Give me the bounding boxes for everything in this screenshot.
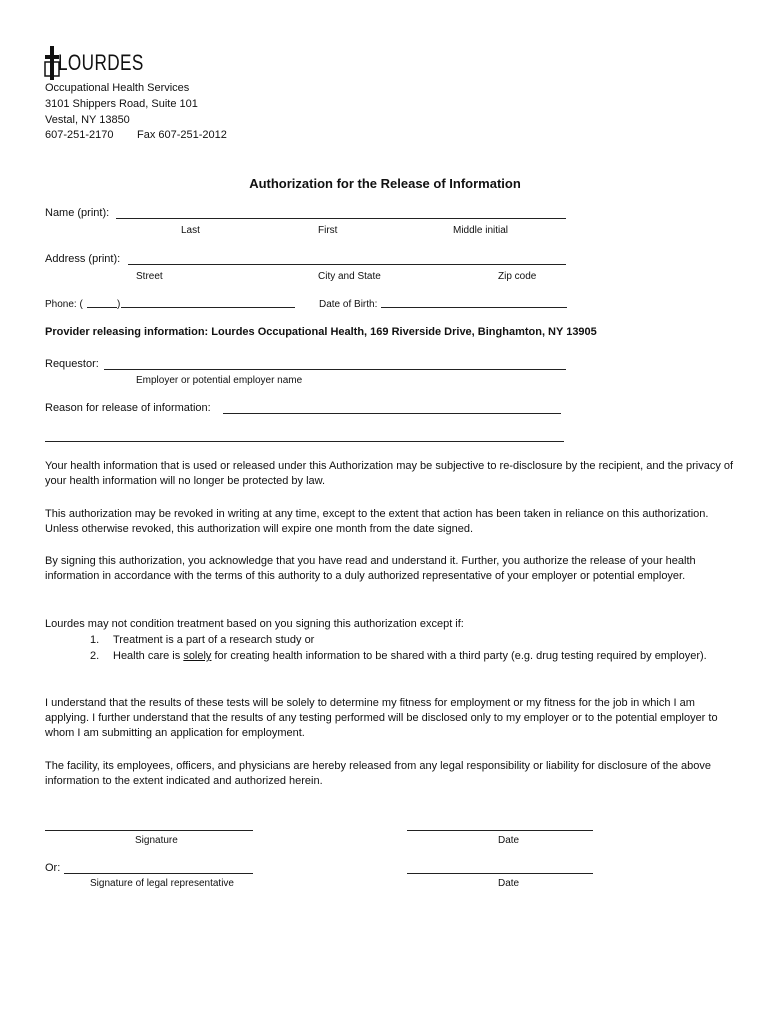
paragraph-conditions-intro: Lourdes may not condition treatment based on you signing this authorization except if:	[45, 618, 464, 630]
paragraph-release-liability: The facility, its employees, officers, and physicians are hereby released from any legal responsibility or liability for disclosure of the above information to the extent indicated and authorized herein.	[45, 760, 712, 787]
list-item-2-underlined: solely	[183, 650, 212, 662]
org-phone: 607-251-2170	[45, 129, 114, 141]
org-fax: Fax 607-251-2012	[137, 129, 227, 141]
org-address-line1: 3101 Shippers Road, Suite 101	[45, 98, 198, 110]
signature-caption: Signature	[135, 835, 178, 846]
legal-rep-date-field[interactable]	[407, 873, 593, 874]
address-zip-caption: Zip code	[498, 271, 537, 282]
org-name: Occupational Health Services	[45, 82, 190, 94]
list-item-2-post: for creating health information to be shared with a third party (e.g. drug testing required by employer).	[211, 650, 707, 662]
list-item-2	[113, 649, 713, 664]
list-item-1-number: 1.	[90, 634, 100, 646]
address-city-caption: City and State	[318, 271, 381, 282]
or-label: Or:	[45, 862, 61, 874]
list-item-2-pre: Health care is	[113, 650, 184, 662]
reason-field[interactable]	[223, 413, 561, 414]
signature-field[interactable]	[45, 830, 253, 831]
paragraph-fitness: I understand that the results of these tests will be solely to determine my fitness for employment or my fitness for the job in which I am applying. I further understand that the results of any testing performed will be disclosed only to my employer or to the potential employer to whom I am submitting an application for employment.	[45, 697, 718, 739]
phone-label: Phone: (	[45, 299, 83, 310]
reason-field-line2[interactable]	[45, 441, 564, 442]
legal-rep-signature-field[interactable]	[64, 873, 253, 874]
address-label: Address (print):	[45, 253, 121, 265]
list-item-2-number: 2.	[90, 650, 100, 662]
paragraph-revocation: This authorization may be revoked in writing at any time, except to the extent that action has been taken in reliance on this authorization. Unless otherwise revoked, this authorization will expire one month from the date signed.	[45, 508, 709, 535]
legal-rep-date-caption: Date	[498, 878, 520, 889]
list-item-1: Treatment is a part of a research study or	[113, 634, 315, 646]
phone-field[interactable]	[121, 307, 295, 308]
name-field[interactable]	[116, 218, 566, 219]
signature-date-field[interactable]	[407, 830, 593, 831]
requestor-field[interactable]	[104, 369, 566, 370]
dob-label: Date of Birth:	[319, 299, 378, 310]
org-address-line2: Vestal, NY 13850	[45, 114, 130, 126]
name-last-caption: Last	[181, 225, 200, 236]
requestor-caption: Employer or potential employer name	[136, 375, 303, 386]
requestor-label: Requestor:	[45, 358, 99, 370]
dob-field[interactable]	[381, 307, 567, 308]
name-middle-caption: Middle initial	[453, 225, 509, 236]
paragraph-redisclosure: Your health information that is used or released under this Authorization may be subjective to re-disclosure by the recipient, and the privacy of your health information will no longer be protected by law.	[45, 460, 734, 487]
phone-paren: )	[117, 299, 121, 310]
reason-label: Reason for release of information:	[45, 402, 211, 414]
page-title: Authorization for the Release of Information	[249, 176, 521, 191]
provider-info: Provider releasing information: Lourdes Occupational Health, 169 Riverside Drive, Binghamton, NY 13905	[45, 326, 597, 338]
address-field[interactable]	[128, 264, 566, 265]
name-label: Name (print):	[45, 207, 110, 219]
legal-rep-caption: Signature of legal representative	[90, 878, 234, 889]
signature-date-caption: Date	[498, 835, 520, 846]
paragraph-acknowledgement: By signing this authorization, you acknowledge that you have read and understand it. Further, you authorize the release of your health information in accordance with the terms of this authority to a duly authorized representative of your employer or potential employer.	[45, 555, 696, 582]
phone-area-code-field[interactable]	[87, 307, 117, 308]
address-street-caption: Street	[136, 271, 163, 282]
logo-text: LOURDES	[58, 50, 144, 75]
name-first-caption: First	[318, 225, 338, 236]
